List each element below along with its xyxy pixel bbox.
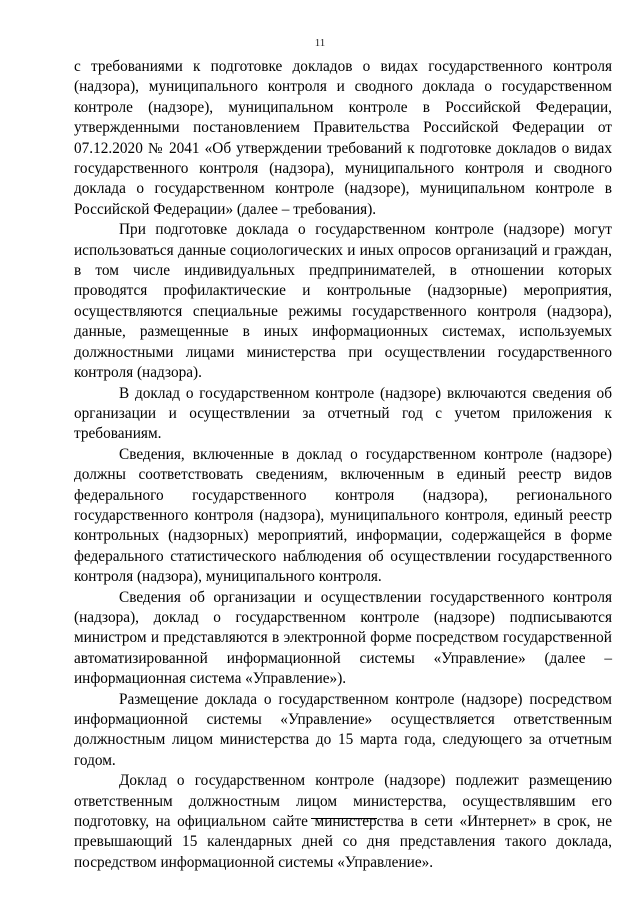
paragraph: Сведения, включенные в доклад о государственном контроле (надзоре) должны соответствовать сведениям, включенным в единый реестр видов федерального государственного контроля (надзора), регионального государственного контроля (надзора), муниципального контроля, единый реестр контрольных (надзорных) мероприятий, информации, содержащейся в форме федерального статистического наблюдения об осуществлении государственного контроля (надзора), муниципального контроля.	[74, 445, 612, 586]
paragraph: Доклад о государственном контроле (надзоре) подлежит размещению ответственным должностным лицом министерства, осуществлявшим его подготовку, на официальном сайте министерства в сети «Интернет» в срок, не превышающий 15 календарных дней со дня представления такого доклада, посредством информационной системы «Управление».	[74, 772, 612, 871]
paragraph: Размещение доклада о государственном контроле (надзоре) посредством информационной системы «Управление» осуществляется ответственным должностным лицом министерства до 15 марта года, следующего за отчетным годом.	[74, 690, 612, 769]
end-of-document-rule	[311, 818, 377, 819]
page-number: 11	[314, 37, 326, 49]
paragraph: При подготовке доклада о государственном контроле (надзоре) могут использоваться данные социологических и иных опросов организаций и граждан, в том числе индивидуальных предпринимателей, в отношении которых проводятся профилактические и контрольные (надзорные) мероприятия, осуществляются специальные режимы государственного контроля (надзора), данные, размещенные в иных информационных системах, используемых должностными лицами министерства при осуществлении государственного контроля (надзора).	[74, 221, 612, 382]
paragraph: В доклад о государственном контроле (надзоре) включаются сведения об организации и осуществлении за отчетный год с учетом приложения к требованиям.	[74, 384, 612, 443]
document-body	[74, 57, 612, 873]
paragraph: Сведения об организации и осуществлении государственного контроля (надзора), доклад о государственном контроле (надзоре) подписываются министром и представляются в электронной форме посредством государственной автоматизированной информационной системы «Управление» (далее – информационная система «Управление»).	[74, 588, 612, 688]
paragraph-continuation: с требованиями к подготовке докладов о видах государственного контроля (надзора), муниципального контроля и сводного доклада о государственном контроле (надзоре), муниципальном контроле в Российской Федерации, утвержденными постановлением Правительства Российской Федерации от 07.12.2020 № 2041 «Об утверждении требований к подготовке докладов о видах государственного контроля (надзора), муниципального контроля и сводного доклада о государственном контроле (надзоре), муниципальном контроле в Российской Федерации» (далее – требования).	[74, 58, 612, 218]
